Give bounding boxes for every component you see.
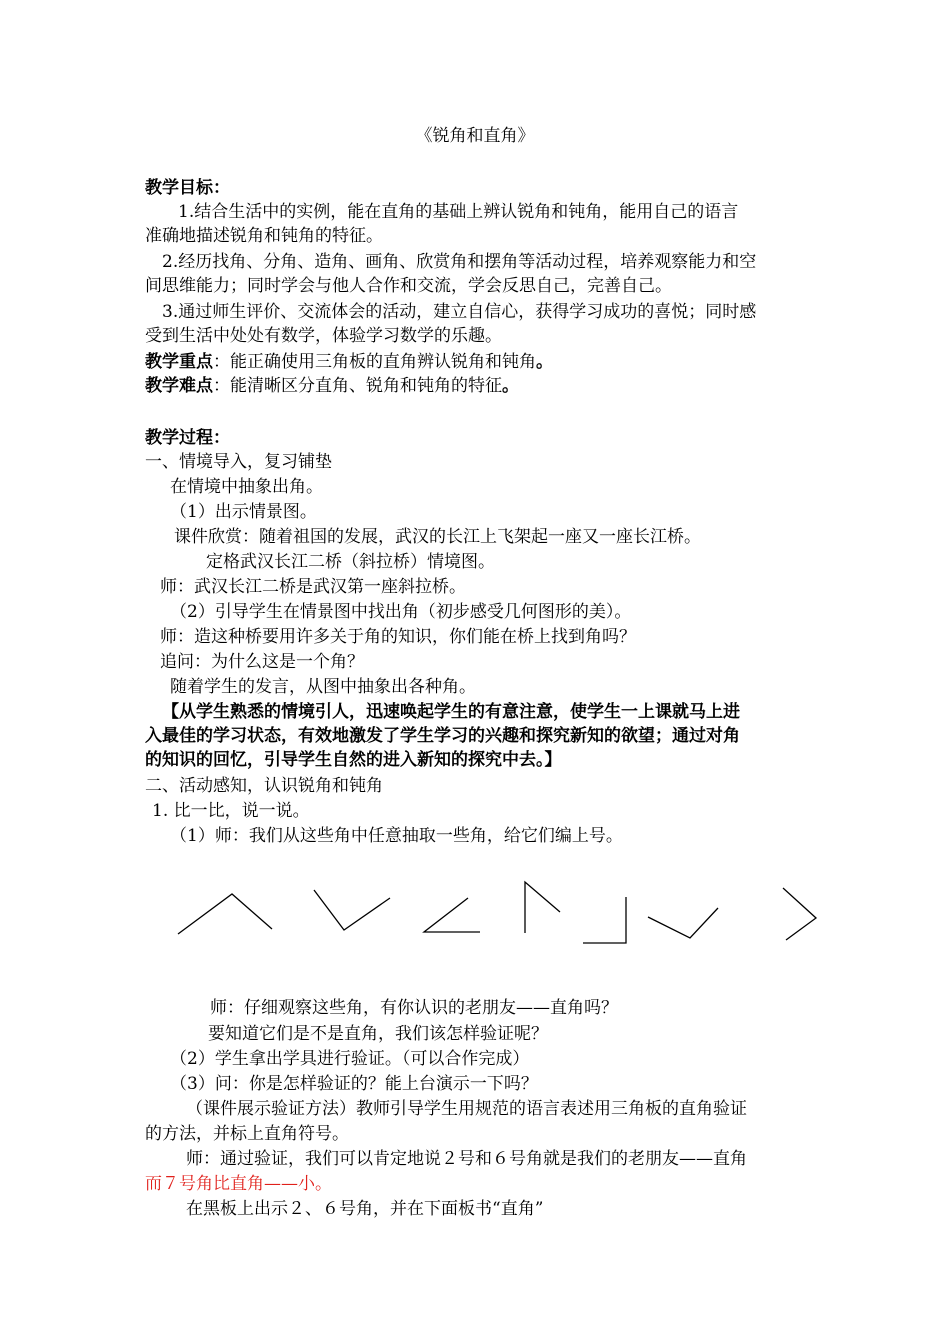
- objective-2-line-1: 2.经历找角、分角、造角、画角、欣赏角和摆角等活动过程，培养观察能力和空: [162, 252, 757, 272]
- objectives-heading: 教学目标：: [145, 178, 230, 198]
- objective-2-line-2: 间思维能力；同时学会与他人合作和交流，学会反思自己，完善自己。: [145, 276, 672, 296]
- design-note-line-3: 的知识的回忆，引导学生自然的进入新知的探究中去。】: [145, 750, 562, 770]
- angle-5: [583, 897, 626, 943]
- objective-3-line-1: 3.通过师生评价、交流体会的活动，建立自信心，获得学习成功的喜悦；同时感: [162, 302, 757, 322]
- process-line: 师：武汉长江二桥是武汉第一座斜拉桥。: [160, 577, 466, 597]
- key-point-label: 教学重点: [145, 352, 213, 372]
- activity-line: 在黑板上出示２、６号角，并在下面板书“直角”: [186, 1199, 544, 1219]
- objective-3-line-2: 受到生活中处处有数学，体验学习数学的乐趣。: [145, 326, 502, 346]
- angle-1: [178, 894, 272, 934]
- activity-line: （课件展示验证方法）教师引导学生用规范的语言表述用三角板的直角验证: [186, 1099, 747, 1119]
- activity-line: 的方法，并标上直角符号。: [145, 1124, 349, 1144]
- process-line: （1）出示情景图。: [170, 502, 317, 522]
- process-line: （2）引导学生在情景图中找出角（初步感受几何图形的美）。: [170, 602, 632, 622]
- objective-1-line-2: 准确地描述锐角和钝角的特征。: [145, 226, 383, 246]
- section-2-heading: 二、活动感知，认识锐角和钝角: [145, 776, 383, 796]
- document-title: 《锐角和直角》: [415, 126, 535, 146]
- activity-line-highlight: 而７号角比直角——小。: [145, 1174, 332, 1194]
- activity-line: 1. 比一比，说一说。: [152, 801, 310, 821]
- objective-1-line-1: 1.结合生活中的实例，能在直角的基础上辨认锐角和钝角，能用自己的语言: [178, 202, 739, 222]
- angle-4: [525, 882, 560, 933]
- angle-6: [648, 908, 718, 938]
- angle-2: [314, 890, 390, 930]
- process-line: 随着学生的发言，从图中抽象出各种角。: [170, 677, 476, 697]
- activity-line: 要知道它们是不是直角，我们该怎样验证呢？: [208, 1024, 548, 1044]
- numbered-angles-figure: [0, 870, 950, 960]
- section-1-heading: 一、情境导入，复习铺垫: [145, 452, 332, 472]
- activity-line: （1）师：我们从这些角中任意抽取一些角，给它们编上号。: [170, 826, 623, 846]
- process-line: 追问：为什么这是一个角？: [160, 652, 364, 672]
- activity-line: （2）学生拿出学具进行验证。（可以合作完成）: [170, 1049, 530, 1069]
- process-line: 定格武汉长江二桥（斜拉桥）情境图。: [206, 552, 495, 572]
- activity-line: （3）问：你是怎样验证的？能上台演示一下吗？: [170, 1074, 538, 1094]
- activity-line: 师：仔细观察这些角，有你认识的老朋友——直角吗？: [210, 998, 618, 1018]
- key-point-text: ：能正确使用三角板的直角辨认锐角和钝角: [213, 352, 536, 372]
- angle-3: [424, 898, 480, 932]
- process-line: 在情境中抽象出角。: [170, 477, 323, 497]
- difficulty-text: ：能清晰区分直角、锐角和钝角的特征: [213, 376, 502, 396]
- key-point-end: 。: [536, 352, 553, 372]
- activity-line: 师：通过验证，我们可以肯定地说２号和６号角就是我们的老朋友——直角: [186, 1149, 747, 1169]
- design-note-line-1: 【从学生熟悉的情境引人，迅速唤起学生的有意注意，使学生一上课就马上进: [162, 702, 740, 722]
- key-point: [145, 350, 553, 374]
- process-line: 课件欣赏：随着祖国的发展，武汉的长江上飞架起一座又一座长江桥。: [174, 527, 701, 547]
- difficulty-end: 。: [502, 376, 519, 396]
- difficulty-label: 教学难点: [145, 376, 213, 396]
- angle-7: [783, 888, 816, 940]
- process-line: 师：造这种桥要用许多关于角的知识，你们能在桥上找到角吗？: [160, 627, 636, 647]
- process-heading: 教学过程：: [145, 428, 230, 448]
- difficulty-point: [145, 374, 519, 398]
- design-note-line-2: 入最佳的学习状态，有效地激发了学生学习的兴趣和探究新知的欲望；通过对角: [145, 726, 740, 746]
